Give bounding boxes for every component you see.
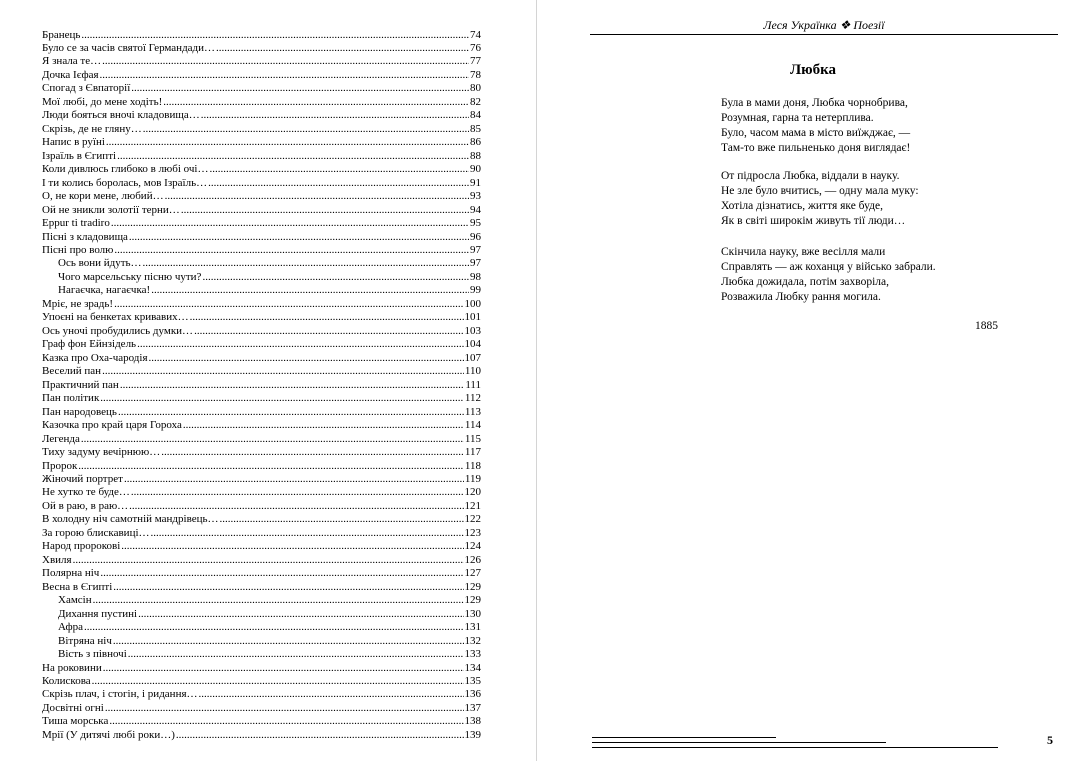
toc-entry-title: Ось уночі пробудились думки… — [42, 324, 194, 337]
toc-entry[interactable] — [42, 352, 481, 365]
toc-dot-leader — [181, 204, 469, 217]
toc-entry[interactable] — [42, 190, 481, 203]
toc-entry-title: Легенда — [42, 432, 80, 445]
toc-dot-leader — [209, 163, 469, 176]
poem-line: Хотіла дізнатись, життя яке буде, — [721, 200, 883, 212]
toc-entry-page: 115 — [464, 432, 481, 445]
toc-entry-title: За горою блискавиці… — [42, 526, 150, 539]
poem-line: Була в мами доня, Любка чорнобрива, — [721, 97, 908, 109]
toc-entry[interactable] — [42, 486, 481, 499]
toc-entry-page: 137 — [464, 701, 481, 714]
toc-entry-page: 129 — [464, 594, 481, 607]
toc-entry-title: Скрізь, де не гляну… — [42, 122, 142, 135]
toc-entry-page: 101 — [464, 311, 481, 324]
toc-dot-leader — [105, 702, 464, 715]
toc-entry-title: Мої любі, до мене ходіть! — [42, 95, 163, 108]
toc-dot-leader — [143, 123, 469, 136]
toc-dot-leader — [121, 540, 463, 553]
toc-entry[interactable] — [42, 163, 481, 176]
toc-entry-page: 86 — [470, 136, 481, 149]
toc-entry-title: Ізраїль в Єгипті — [42, 149, 117, 162]
toc-entry-title: Eppur ti tradiro — [42, 217, 110, 230]
toc-entry-page: 138 — [464, 715, 481, 728]
toc-entry-page: 132 — [464, 634, 481, 647]
toc-entry-title: Пан політик — [42, 392, 100, 405]
toc-entry-page: 98 — [470, 270, 481, 283]
toc-entry-title: Практичний пан — [42, 378, 119, 391]
toc-entry[interactable] — [42, 379, 481, 392]
toc-entry-title: В холодну ніч самотній мандрівець… — [42, 513, 219, 526]
toc-entry[interactable] — [42, 365, 481, 378]
toc-entry-title: Пан народовець — [42, 405, 117, 418]
toc-entry[interactable] — [42, 123, 481, 136]
poem-stanza — [721, 169, 1051, 229]
toc-dot-leader — [201, 109, 469, 122]
poem-line: Було, часом мама в місто виїжджає, — — [721, 127, 911, 139]
toc-entry-page: 119 — [464, 472, 481, 485]
toc-dot-leader — [194, 325, 463, 338]
toc-entry[interactable] — [42, 109, 481, 122]
toc-dot-leader — [81, 29, 469, 42]
toc-dot-leader — [113, 581, 463, 594]
toc-entry[interactable] — [42, 460, 481, 473]
header-rule — [590, 34, 1058, 35]
toc-entry-title: Вість з півночі — [58, 648, 127, 661]
toc-entry-title: Хамсін — [58, 594, 92, 607]
poem-line: Там-то вже пильненько доня виглядає! — [721, 142, 911, 154]
toc-entry-page: 139 — [464, 728, 481, 741]
toc-entry-title: Хвиля — [42, 553, 72, 566]
toc-entry[interactable] — [42, 662, 481, 675]
toc-entry-title: Було се за часів святої Германдади… — [42, 41, 216, 54]
toc-entry[interactable] — [42, 244, 481, 257]
page-number: 5 — [1047, 733, 1053, 747]
poem-line: Любка дожидала, потім захворіла, — [721, 276, 889, 288]
toc-dot-leader — [113, 635, 464, 648]
toc-entry-page: 124 — [464, 540, 481, 553]
toc-dot-leader — [92, 675, 464, 688]
toc-dot-leader — [102, 55, 469, 68]
toc-entry-title: Скрізь плач, і стогін, і ридання… — [42, 688, 198, 701]
toc-entry[interactable] — [42, 702, 481, 715]
toc-entry-title: Весна в Єгипті — [42, 580, 113, 593]
poem-stanza — [721, 96, 1051, 156]
toc-entry-title: Казка про Оха-чародія — [42, 351, 148, 364]
toc-entry[interactable] — [42, 311, 481, 324]
toc-entry-page: 126 — [464, 553, 481, 566]
toc-entry-title: Дочка Ієфая — [42, 68, 99, 81]
poem-year: 1885 — [975, 320, 998, 332]
toc-entry-page: 76 — [470, 41, 481, 54]
toc-entry-page: 74 — [470, 28, 481, 41]
toc-dot-leader — [124, 473, 464, 486]
toc-entry[interactable] — [42, 150, 481, 163]
toc-entry[interactable] — [42, 392, 481, 405]
toc-dot-leader — [176, 729, 464, 742]
toc-entry[interactable] — [42, 567, 481, 580]
toc-entry-page: 111 — [465, 378, 481, 391]
toc-entry-title: Тиша морська — [42, 715, 109, 728]
toc-entry-title: Ой в раю, в раю… — [42, 499, 129, 512]
toc-dot-leader — [114, 298, 463, 311]
toc-entry-page: 78 — [470, 68, 481, 81]
toc-entry-page: 123 — [464, 526, 481, 539]
toc-entry[interactable] — [42, 55, 481, 68]
toc-entry-title: Я знала те… — [42, 55, 102, 68]
toc-entry-page: 104 — [464, 338, 481, 351]
toc-entry[interactable] — [42, 513, 481, 526]
toc-entry[interactable] — [42, 688, 481, 701]
toc-entry-title: Дихання пустині — [58, 607, 138, 620]
toc-dot-leader — [100, 567, 463, 580]
toc-entry-title: Жіночий портрет — [42, 472, 123, 485]
toc-entry[interactable] — [42, 217, 481, 230]
toc-entry-title: І ти колись боролась, мов Ізраїль… — [42, 176, 208, 189]
toc-entry-title: Афра — [58, 621, 84, 634]
toc-entry-page: 118 — [464, 459, 481, 472]
toc-entry[interactable] — [42, 581, 481, 594]
toc-entry-title: Не хутко те буде… — [42, 486, 130, 499]
toc-entry-title: Веселий пан — [42, 365, 102, 378]
toc-dot-leader — [120, 379, 464, 392]
toc-entry-title: Напис в руїні — [42, 136, 105, 149]
toc-entry-page: 135 — [464, 675, 481, 687]
table-of-contents — [42, 29, 481, 743]
toc-entry-page: 80 — [470, 82, 481, 95]
toc-entry-page: 85 — [470, 122, 481, 135]
toc-dot-leader — [100, 392, 464, 405]
toc-entry-page: 97 — [470, 244, 481, 256]
toc-dot-leader — [117, 150, 469, 163]
toc-dot-leader — [78, 460, 464, 473]
toc-entry[interactable] — [42, 177, 481, 190]
toc-entry[interactable] — [42, 554, 481, 567]
toc-dot-leader — [199, 688, 464, 701]
toc-dot-leader — [149, 352, 464, 365]
toc-entry[interactable] — [42, 433, 481, 446]
toc-entry-page: 110 — [464, 365, 481, 378]
toc-entry[interactable] — [42, 271, 481, 284]
toc-entry[interactable] — [42, 42, 481, 55]
toc-dot-leader — [143, 257, 469, 270]
toc-entry[interactable] — [42, 136, 481, 149]
toc-dot-leader — [129, 231, 469, 244]
toc-entry[interactable] — [42, 419, 481, 432]
poem-line: Не зле було вчитись, — одну мала муку: — [721, 185, 919, 197]
toc-dot-leader — [100, 69, 469, 82]
toc-entry-page: 103 — [464, 324, 481, 337]
toc-entry-title: Полярна ніч — [42, 567, 100, 580]
toc-entry-title: Нагаєчка, нагаєчка! — [58, 284, 151, 297]
toc-entry-page: 100 — [464, 297, 481, 310]
toc-entry-title: Мріє, не зрадь! — [42, 297, 114, 310]
toc-entry-page: 82 — [470, 95, 481, 108]
toc-entry[interactable] — [42, 473, 481, 486]
toc-entry[interactable] — [42, 231, 481, 244]
toc-entry[interactable] — [42, 298, 481, 311]
toc-entry-page: 93 — [470, 190, 481, 203]
toc-dot-leader — [118, 406, 464, 419]
toc-entry-title: Ось вони йдуть… — [58, 257, 142, 270]
toc-entry-title: Пісні з кладовища — [42, 230, 128, 243]
toc-dot-leader — [190, 311, 464, 324]
toc-entry-page: 88 — [470, 149, 481, 162]
toc-dot-leader — [165, 190, 469, 203]
toc-entry-title: Люди бояться вночі кладовища… — [42, 109, 200, 122]
toc-dot-leader — [202, 271, 469, 284]
toc-entry[interactable] — [42, 729, 481, 742]
poem-title: Любка — [790, 62, 837, 78]
poem-line: От підросла Любка, віддали в науку. — [721, 170, 900, 182]
toc-entry-title: Коли дивлюсь глибоко в любі очі… — [42, 163, 209, 176]
poem-stanza — [721, 245, 1051, 305]
footer-rule — [592, 737, 776, 738]
toc-entry-title: Бранець — [42, 28, 81, 41]
toc-entry-page: 122 — [464, 513, 481, 526]
toc-entry-page: 77 — [470, 55, 481, 68]
toc-dot-leader — [128, 648, 464, 661]
toc-entry-page: 94 — [470, 203, 481, 216]
toc-entry[interactable] — [42, 540, 481, 553]
toc-entry-page: 114 — [464, 419, 481, 432]
toc-dot-leader — [151, 527, 464, 540]
toc-dot-leader — [106, 136, 469, 149]
toc-entry-page: 95 — [470, 217, 481, 230]
toc-entry-title: Мрії (У дитячі любі роки…) — [42, 728, 175, 741]
toc-entry-page: 97 — [470, 257, 481, 270]
toc-entry-title: Вітряна ніч — [58, 634, 112, 647]
toc-entry-title: На роковини — [42, 661, 102, 674]
toc-entry[interactable] — [42, 204, 481, 217]
toc-entry-title: Колискова — [42, 675, 91, 687]
toc-dot-leader — [103, 662, 464, 675]
toc-dot-leader — [109, 715, 463, 728]
toc-dot-leader — [129, 500, 463, 513]
toc-entry-title: Пісні про волю — [42, 244, 114, 256]
toc-entry-page: 117 — [464, 446, 481, 459]
toc-entry-title: Упоєні на бенкетах кривавих… — [42, 311, 189, 324]
footer-rule — [592, 747, 998, 748]
toc-entry-title: Спогад з Євпаторії — [42, 82, 131, 95]
toc-dot-leader — [183, 419, 464, 432]
toc-dot-leader — [216, 42, 469, 55]
toc-entry[interactable] — [42, 594, 481, 607]
toc-entry[interactable] — [42, 406, 481, 419]
toc-entry[interactable] — [42, 257, 481, 270]
toc-entry[interactable] — [42, 675, 481, 688]
toc-entry-page: 91 — [470, 176, 481, 189]
toc-entry-page: 90 — [470, 163, 481, 176]
toc-dot-leader — [151, 284, 469, 297]
toc-entry-page: 129 — [464, 580, 481, 593]
poem-line: Розумная, гарна та нетерплива. — [721, 112, 874, 124]
toc-entry[interactable] — [42, 82, 481, 95]
toc-entry-page: 84 — [470, 109, 481, 122]
toc-entry-page: 131 — [464, 621, 481, 634]
toc-entry-title: Пророк — [42, 459, 78, 472]
toc-entry-page: 127 — [464, 567, 481, 580]
toc-dot-leader — [137, 338, 463, 351]
toc-entry-page: 113 — [464, 405, 481, 418]
toc-dot-leader — [84, 621, 463, 634]
toc-entry[interactable] — [42, 446, 481, 459]
toc-entry[interactable] — [42, 325, 481, 338]
toc-dot-leader — [208, 177, 469, 190]
toc-dot-leader — [111, 217, 469, 230]
toc-entry[interactable] — [42, 69, 481, 82]
toc-entry[interactable] — [42, 715, 481, 728]
toc-entry[interactable] — [42, 635, 481, 648]
toc-entry-title: О, не кори мене, любий… — [42, 190, 164, 203]
toc-entry-title: Тиху задуму вечірнюю… — [42, 446, 161, 459]
poem-line: Як в світі широкім живуть тії люди… — [721, 215, 906, 227]
toc-entry-page: 96 — [470, 230, 481, 243]
footer-rule — [592, 742, 886, 743]
toc-dot-leader — [114, 244, 469, 257]
toc-entry-page: 134 — [464, 661, 481, 674]
poem-line: Розважила Любку рання могила. — [721, 291, 881, 303]
toc-dot-leader — [73, 554, 464, 567]
poem-line: Скінчила науку, вже весілля мали — [721, 246, 886, 258]
toc-dot-leader — [161, 446, 464, 459]
toc-dot-leader — [131, 82, 469, 95]
toc-entry-title: Казочка про край царя Гороха — [42, 419, 182, 432]
toc-entry[interactable] — [42, 338, 481, 351]
running-header: Леся Українка ❖ Поезії — [763, 18, 885, 32]
toc-entry-title: Досвітні огні — [42, 701, 104, 714]
toc-dot-leader — [81, 433, 464, 446]
toc-entry-page: 121 — [464, 499, 481, 512]
toc-entry-title: Чого марсельську пісню чути? — [58, 270, 202, 283]
toc-dot-leader — [138, 608, 463, 621]
toc-entry-page: 130 — [464, 607, 481, 620]
toc-entry[interactable] — [42, 284, 481, 297]
toc-dot-leader — [102, 365, 464, 378]
toc-entry[interactable] — [42, 527, 481, 540]
toc-entry-page: 136 — [464, 688, 481, 701]
toc-entry-title: Граф фон Ейнзідель — [42, 338, 137, 351]
toc-entry-page: 120 — [464, 486, 481, 499]
toc-entry-title: Ой не зникли золотії терни… — [42, 203, 180, 216]
toc-dot-leader — [163, 96, 469, 109]
toc-dot-leader — [93, 594, 464, 607]
toc-dot-leader — [131, 486, 464, 499]
toc-entry[interactable] — [42, 621, 481, 634]
toc-entry[interactable] — [42, 29, 481, 42]
toc-entry-page: 107 — [464, 351, 481, 364]
toc-dot-leader — [219, 513, 463, 526]
poem-line: Справлять — аж коханця у військо забрали. — [721, 261, 936, 273]
toc-entry-page: 112 — [464, 392, 481, 405]
toc-entry[interactable] — [42, 608, 481, 621]
toc-entry[interactable] — [42, 500, 481, 513]
toc-entry-title: Народ пророкові — [42, 540, 121, 553]
toc-entry-page: 133 — [464, 648, 481, 661]
toc-entry[interactable] — [42, 648, 481, 661]
toc-entry[interactable] — [42, 96, 481, 109]
toc-entry-page: 99 — [470, 284, 481, 297]
